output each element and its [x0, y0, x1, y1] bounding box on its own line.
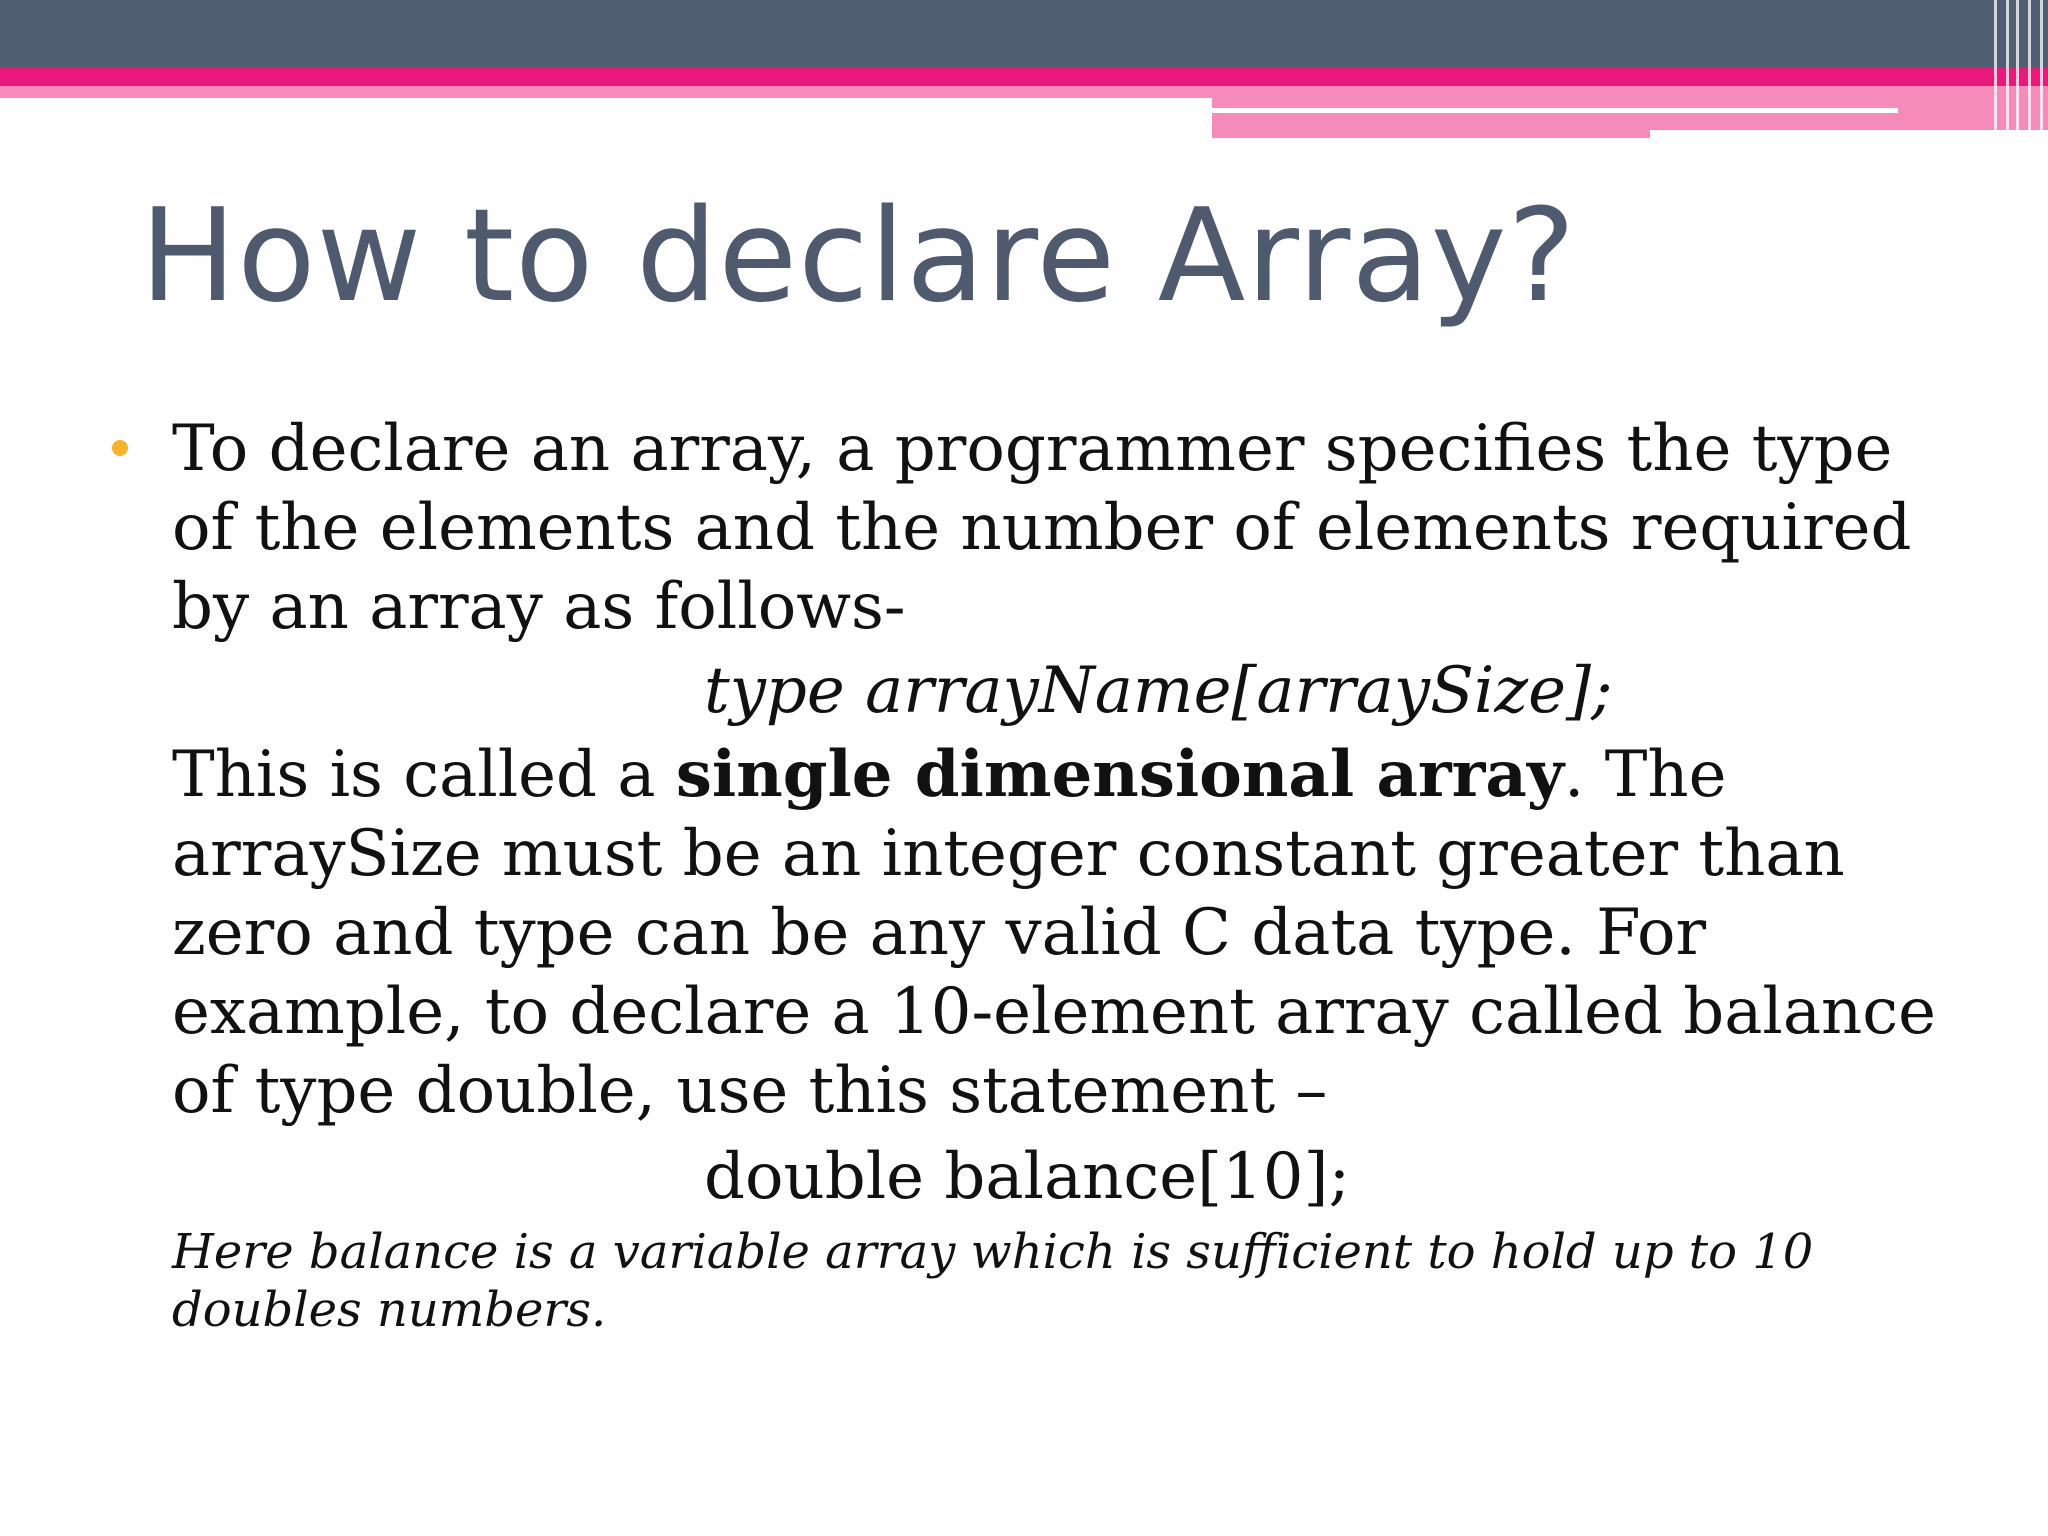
header-band-pink — [0, 68, 2048, 86]
bold-term: single dimensional array — [675, 737, 1564, 812]
header-band-pink-light — [0, 86, 1212, 98]
header-band-dark — [0, 0, 2048, 68]
syntax-line: type arrayName[arraySize]; — [704, 654, 1613, 728]
example-line: double balance[10]; — [704, 1140, 1350, 1214]
header-divider-line — [1212, 108, 1898, 113]
explanation-line — [172, 735, 1982, 815]
explanation-text: This is called a — [172, 738, 676, 812]
slide-title: How to declare Array? — [140, 182, 1577, 331]
intro-line: of the elements and the number of elements required — [172, 491, 1912, 565]
explanation-line: zero and type can be any valid C data type. For — [172, 896, 1707, 970]
explanation-line: example, to declare a 10-element array called balance — [172, 975, 1936, 1049]
explanation-text: . The — [1564, 738, 1727, 812]
note-line: doubles numbers. — [172, 1282, 607, 1338]
intro-line: To declare an array, a programmer specifies the type — [172, 412, 1893, 486]
intro-line: by an array as follows- — [172, 570, 906, 644]
header-edge-stripes — [1988, 0, 2048, 138]
slide-body — [172, 410, 1982, 1339]
note-line: Here balance is a variable array which is sufficient to hold up to 10 — [172, 1224, 1814, 1280]
bullet-dot-icon — [112, 440, 128, 456]
explanation-line: of type double, use this statement – — [172, 1054, 1328, 1128]
explanation-line: arraySize must be an integer constant greater than — [172, 817, 1845, 891]
